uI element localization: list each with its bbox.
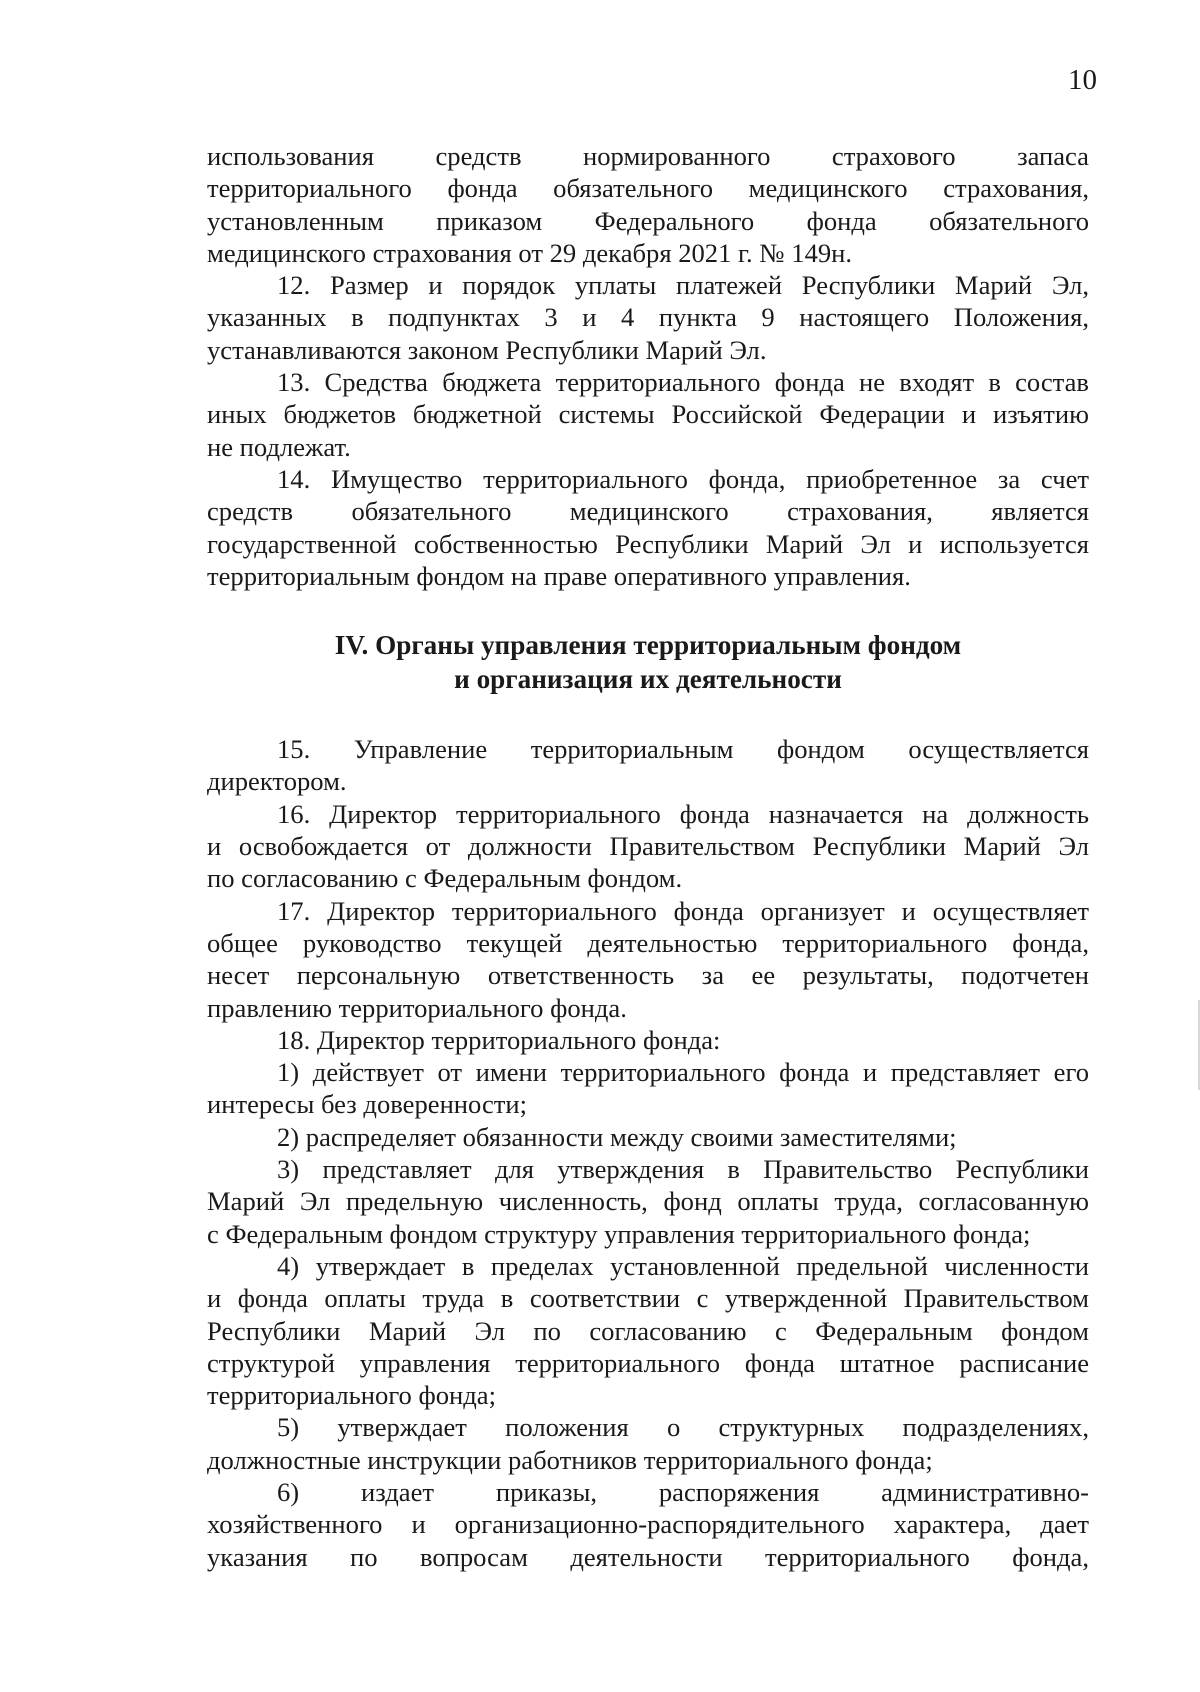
text-line: интересы без доверенности;: [207, 1089, 528, 1120]
text-line: территориальным фондом на праве оперативного управления.: [207, 560, 911, 591]
text-line: должностные инструкции работников территориального фонда;: [207, 1444, 933, 1475]
text-line: 14. Имущество территориального фонда, приобретенное за счет: [277, 463, 1089, 494]
paragraph-17: [207, 895, 1089, 1024]
text-line: и фонда оплаты труда в соответствии с утвержденной Правительством: [207, 1283, 1089, 1314]
text-line: Республики Марий Эл по согласованию с Федеральным фондом: [207, 1315, 1089, 1346]
text-line: 18. Директор территориального фонда:: [277, 1024, 721, 1055]
text-line: 2) распределяет обязанности между своими заместителями;: [277, 1121, 957, 1152]
list-item-3: [207, 1153, 1089, 1250]
text-line: территориального фонда обязательного медицинского страхования,: [207, 173, 1089, 204]
text-line: медицинского страхования от 29 декабря 2021 г. № 149н.: [207, 237, 853, 268]
text-line: общее руководство текущей деятельностью территориального фонда,: [207, 927, 1089, 958]
page-number: 10: [1068, 64, 1097, 96]
text-line: структурой управления территориального фонда штатное расписание: [207, 1347, 1089, 1378]
paragraph-13: [207, 366, 1089, 463]
text-line: 3) представляет для утверждения в Правительство Республики: [277, 1154, 1089, 1185]
text-line: средств обязательного медицинского страхования, является: [207, 496, 1089, 527]
text-line: 13. Средства бюджета территориального фонда не входят в состав: [277, 367, 1089, 398]
text-line: 5) утверждает положения о структурных подразделениях,: [277, 1412, 1089, 1443]
paragraph-continuation: [207, 140, 1089, 269]
text-line: установленным приказом Федерального фонда обязательного: [207, 205, 1089, 236]
paragraph-12: [207, 269, 1089, 366]
list-item-4: [207, 1250, 1089, 1411]
list-item-6: [207, 1476, 1089, 1573]
list-item-5: [207, 1411, 1089, 1476]
text-line: Марий Эл предельную численность, фонд оплаты труда, согласованную: [207, 1186, 1089, 1217]
text-line: указанных в подпунктах 3 и 4 пункта 9 настоящего Положения,: [207, 302, 1089, 333]
document-body: [207, 140, 1089, 1573]
text-line: территориального фонда;: [207, 1380, 496, 1411]
text-line: 1) действует от имени территориального фонда и представляет его: [277, 1057, 1089, 1088]
text-line: несет персональную ответственность за ее результаты, подотчетен: [207, 960, 1089, 991]
section-heading: [207, 628, 1089, 696]
text-line: устанавливаются законом Республики Марий Эл.: [207, 334, 767, 365]
paragraph-18: [207, 1024, 1089, 1056]
text-line: по согласованию с Федеральным фондом.: [207, 863, 683, 894]
paragraph-14: [207, 463, 1089, 592]
text-line: 4) утверждает в пределах установленной предельной численности: [277, 1250, 1089, 1281]
text-line: указания по вопросам деятельности территориального фонда,: [207, 1541, 1089, 1572]
text-line: использования средств нормированного страхового запаса: [207, 141, 1089, 171]
paragraph-16: [207, 798, 1089, 895]
text-line: не подлежат.: [207, 431, 351, 462]
text-line: 17. Директор территориального фонда организует и осуществляет: [277, 895, 1089, 926]
section-heading-line-2: и организация их деятельности: [454, 664, 842, 695]
text-line: 12. Размер и порядок уплаты платежей Республики Марий Эл,: [277, 270, 1089, 301]
list-item-2: [207, 1121, 1089, 1153]
text-line: правлению территориального фонда.: [207, 992, 627, 1023]
text-line: государственной собственностью Республики Марий Эл и используется: [207, 528, 1089, 559]
text-line: хозяйственного и организационно-распорядительного характера, дает: [207, 1509, 1089, 1540]
text-line: 16. Директор территориального фонда назначается на должность: [277, 798, 1089, 829]
text-line: и освобождается от должности Правительством Республики Марий Эл: [207, 831, 1089, 862]
text-line: с Федеральным фондом структуру управления территориального фонда;: [207, 1218, 1031, 1249]
text-line: 6) издает приказы, распоряжения административно-: [277, 1476, 1089, 1507]
text-line: иных бюджетов бюджетной системы Российской Федерации и изъятию: [207, 399, 1089, 430]
section-heading-line-1: IV. Органы управления территориальным фондом: [334, 630, 962, 661]
text-line: директором.: [207, 766, 347, 797]
list-item-1: [207, 1056, 1089, 1121]
text-line: 15. Управление территориальным фондом осуществляется: [277, 734, 1089, 765]
paragraph-15: [207, 733, 1089, 798]
